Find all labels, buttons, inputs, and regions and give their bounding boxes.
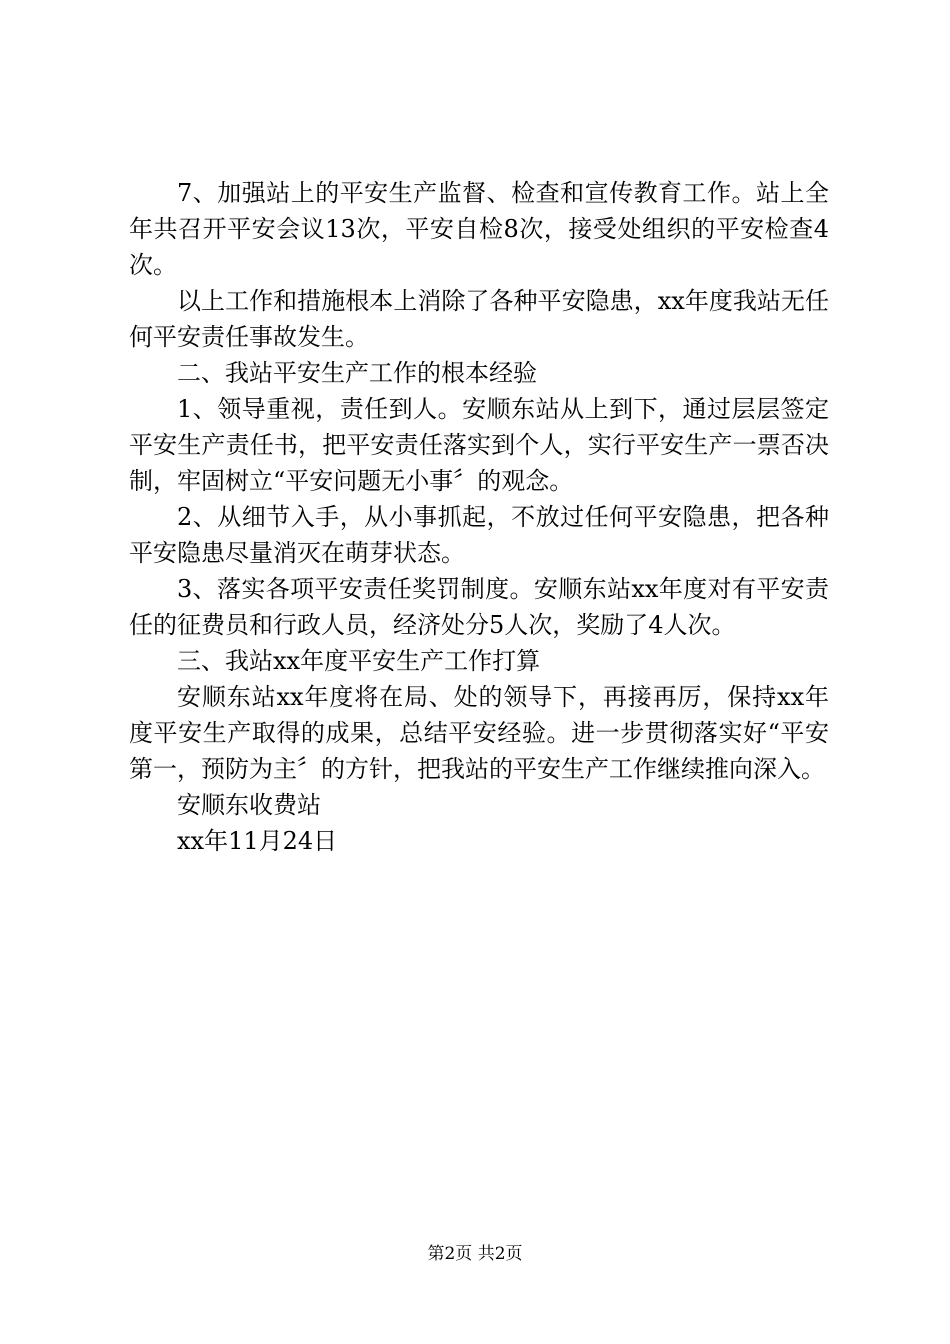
page-footer: 第2页 共2页 <box>427 1244 523 1264</box>
section-heading-plan: 三、我站xx年度平安生产工作打算 <box>177 647 541 675</box>
section-heading-experience: 二、我站平安生产工作的根本经验 <box>177 359 537 387</box>
paragraph-leadership: 1、领导重视，责任到人。安顺东站从上到下，通过层层签定平安生产责任书，把平安责任落实到个人，实行平安生产一票否决制，牢固树立“平安问题无小事〞的观念。 <box>129 395 829 495</box>
paragraph-details: 2、从细节入手，从小事抓起，不放过任何平安隐患，把各种平安隐患尽量消灭在萌芽状态。 <box>129 503 829 567</box>
signature-organization: 安顺东收费站 <box>177 791 321 819</box>
signature-date: xx年11月24日 <box>177 827 338 855</box>
paragraph-summary: 以上工作和措施根本上消除了各种平安隐患，xx年度我站无任何平安责任事故发生。 <box>129 287 829 351</box>
paragraph-rewards-penalties: 3、落实各项平安责任奖罚制度。安顺东站xx年度对有平安责任的征费员和行政人员，经济处分5人次，奖励了4人次。 <box>129 575 829 639</box>
document-body <box>129 175 829 859</box>
paragraph-plan: 安顺东站xx年度将在局、处的领导下，再接再厉，保持xx年度平安生产取得的成果，总结平安经验。进一步贯彻落实好“平安第一，预防为主〞的方针，把我站的平安生产工作继续推向深入。 <box>129 683 829 783</box>
paragraph-safety-supervision: 7、加强站上的平安生产监督、检查和宣传教育工作。站上全年共召开平安会议13次，平安自检8次，接受处组织的平安检查4次。 <box>129 179 829 279</box>
